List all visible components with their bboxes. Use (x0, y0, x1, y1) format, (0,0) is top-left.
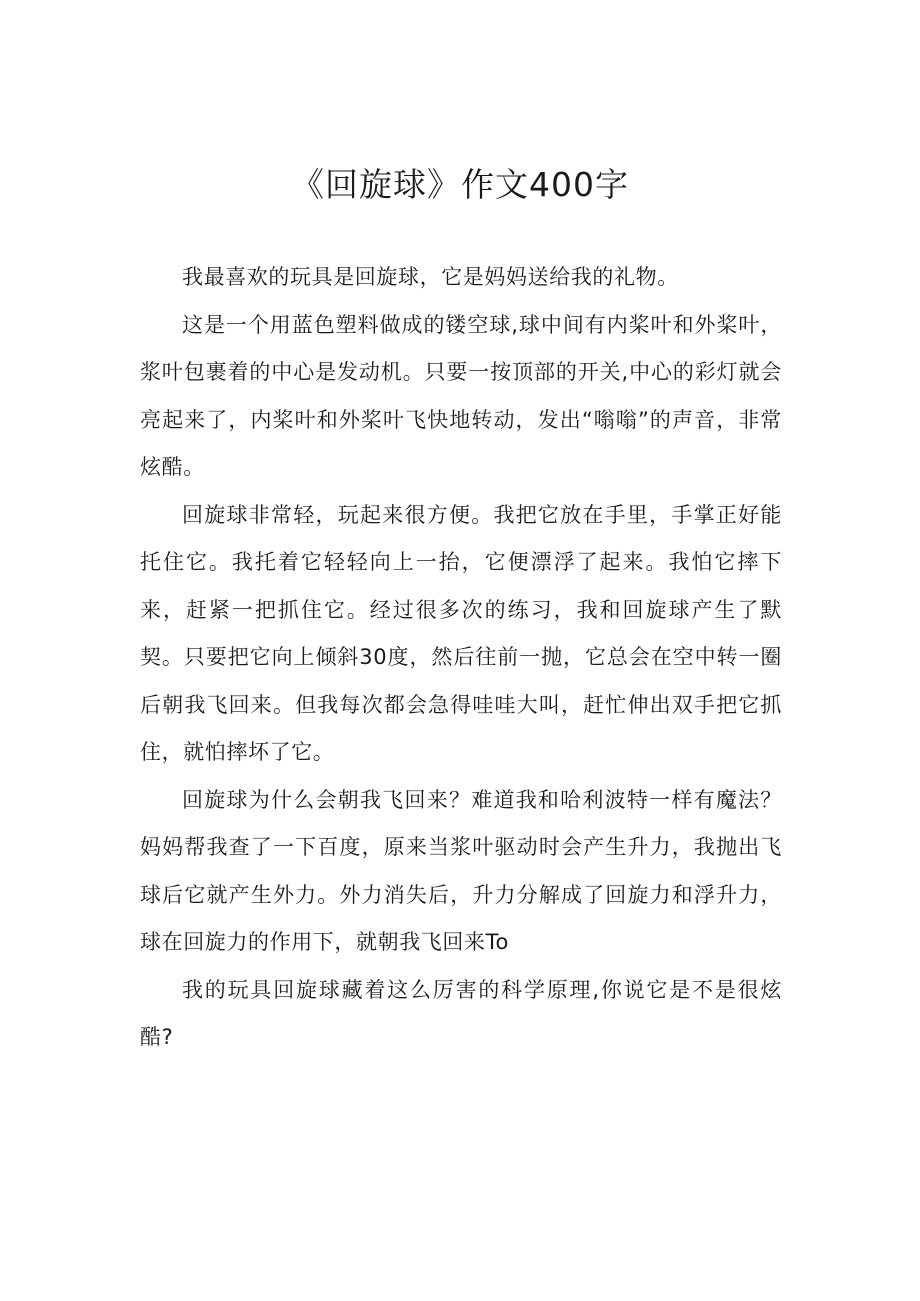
paragraph-2: 这是一个用蓝色塑料做成的镂空球,球中间有内桨叶和外桨叶，浆叶包裹着的中心是发动机。只要一按顶部的开关,中心的彩灯就会亮起来了，内桨叶和外桨叶飞快地转动，发出“嗡嗡”的声音，非常炫酷。 (140, 312, 782, 479)
essay-body (140, 254, 782, 1062)
paragraph-3: 回旋球非常轻，玩起来很方便。我把它放在手里，手掌正好能托住它。我托着它轻轻向上一抬，它便漂浮了起来。我怕它摔下来，赶紧一把抓住它。经过很多次的练习，我和回旋球产生了默契。只要把它向上倾斜30度，然后往前一抛，它总会在空中转一圈后朝我飞回来。但我每次都会急得哇哇大叫，赶忙伸出双手把它抓住，就怕摔坏了它。 (140, 502, 782, 764)
paragraph-4: 回旋球为什么会朝我飞回来？难道我和哈利波特一样有魔法？妈妈帮我查了一下百度，原来当浆叶驱动时会产生升力，我抛出飞球后它就产生外力。外力消失后，升力分解成了回旋力和浮升力，球在回旋力的作用下，就朝我飞回来To (140, 787, 782, 954)
document-title: 《回旋球》作文400字 (291, 165, 629, 204)
paragraph-1: 我最喜欢的玩具是回旋球，它是妈妈送给我的礼物。 (182, 265, 679, 289)
paragraph-5: 我的玩具回旋球藏着这么厉害的科学原理,你说它是不是很炫酷? (140, 977, 782, 1049)
